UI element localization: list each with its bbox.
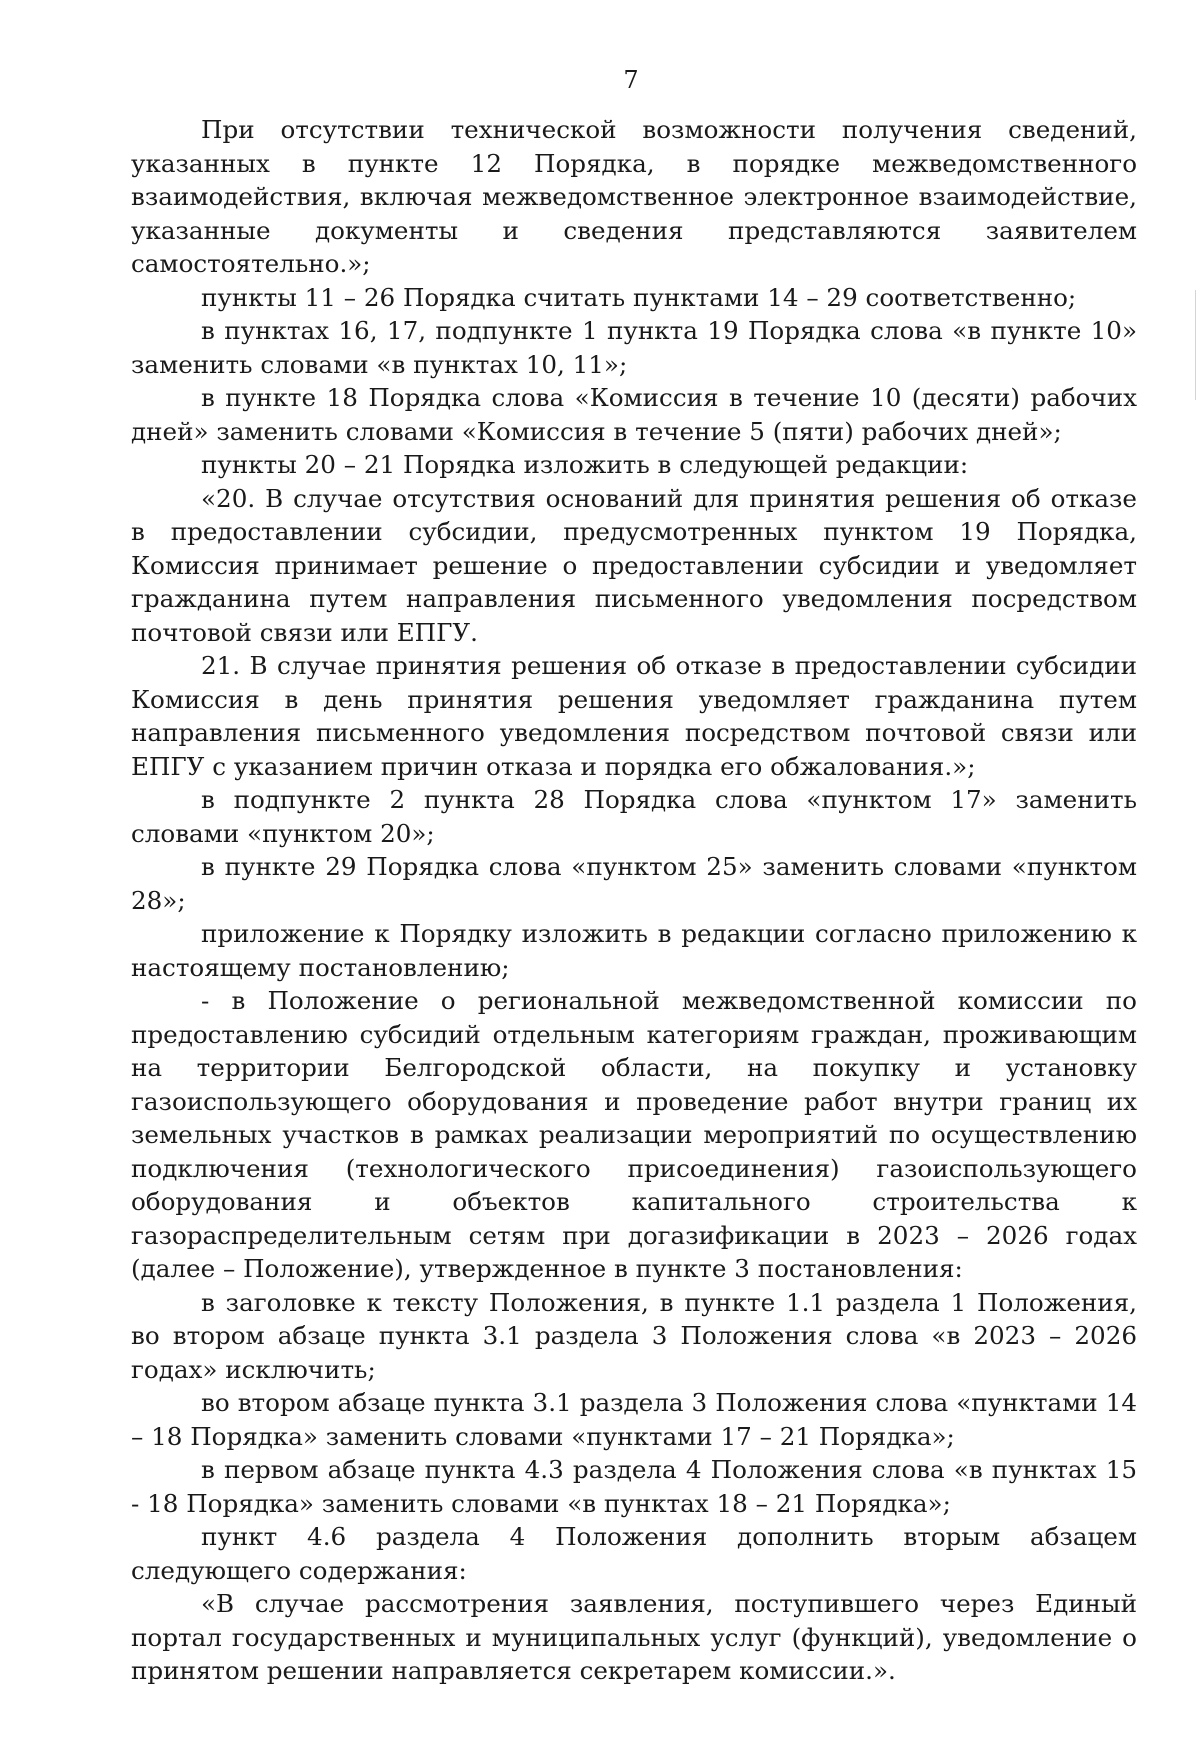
paragraph: 21. В случае принятия решения об отказе в предоставлении субсидии Комиссия в день принятия решения уведомляет гражданина путем направления письменного уведомления посредством почтовой связи или ЕПГУ с указанием причин отказа и порядка его обжалования.»;	[131, 651, 1137, 781]
paragraph: «20. В случае отсутствия оснований для принятия решения об отказе в предоставлении субсидии, предусмотренных пунктом 19 Порядка, Комиссия принимает решение о предоставлении субсидии и уведомляет гражданина путем направления письменного уведомления посредством почтовой связи или ЕПГУ.	[131, 483, 1137, 647]
dash-list-item: - в Положение о региональной межведомственной комиссии по предоставлению субсидий отдельным категориям граждан, проживающим на территории Белгородской области, на покупку и установку газоиспользующего оборудования и проведение работ внутри границ их земельных участков в рамках реализации мероприятий по осуществлению подключения (технологического присоединения) газоиспользующего оборудования и объектов капитального строительства к газораспределительным сетям при догазификации в 2023 – 2026 годах (далее – Положение), утвержденное в пункте 3 постановления:	[131, 986, 1137, 1283]
scan-edge-line	[1195, 290, 1196, 400]
paragraph: в заголовке к тексту Положения, в пункте 1.1 раздела 1 Положения, во втором абзаце пункта 3.1 раздела 3 Положения слова «в 2023 – 2026 годах» исключить;	[131, 1287, 1137, 1384]
paragraph: пункт 4.6 раздела 4 Положения дополнить вторым абзацем следующего содержания:	[131, 1522, 1137, 1585]
document-body	[131, 113, 1137, 1688]
paragraph: в пункте 18 Порядка слова «Комиссия в течение 10 (десяти) рабочих дней» заменить словами «Комиссия в течение 5 (пяти) рабочих дней»;	[131, 383, 1137, 446]
paragraph: в пунктах 16, 17, подпункте 1 пункта 19 Порядка слова «в пункте 10» заменить словами «в пунктах 10, 11»;	[131, 316, 1137, 379]
paragraph: При отсутствии технической возможности получения сведений, указанных в пункте 12 Порядка, в порядке межведомственного взаимодействия, включая межведомственное электронное взаимодействие, указанные документы и сведения представляются заявителем самостоятельно.»;	[131, 115, 1137, 278]
paragraph: пункты 11 – 26 Порядка считать пунктами 14 – 29 соответственно;	[201, 282, 1077, 312]
paragraph: пункты 20 – 21 Порядка изложить в следующей редакции:	[201, 450, 969, 479]
paragraph: в подпункте 2 пункта 28 Порядка слова «пунктом 17» заменить словами «пунктом 20»;	[131, 785, 1137, 848]
paragraph: приложение к Порядку изложить в редакции согласно приложению к настоящему постановлению;	[131, 919, 1137, 982]
page-number: 7	[623, 66, 639, 94]
paragraph: во втором абзаце пункта 3.1 раздела 3 Положения слова «пунктами 14 – 18 Порядка» заменить словами «пунктами 17 – 21 Порядка»;	[131, 1388, 1137, 1451]
paragraph: в первом абзаце пункта 4.3 раздела 4 Положения слова «в пунктах 15 - 18 Порядка» заменить словами «в пунктах 18 – 21 Порядка»;	[131, 1455, 1137, 1518]
paragraph: «В случае рассмотрения заявления, поступившего через Единый портал государственных и муниципальных услуг (функций), уведомление о принятом решении направляется секретарем комиссии.».	[131, 1589, 1137, 1685]
paragraph: в пункте 29 Порядка слова «пунктом 25» заменить словами «пунктом 28»;	[131, 852, 1137, 915]
